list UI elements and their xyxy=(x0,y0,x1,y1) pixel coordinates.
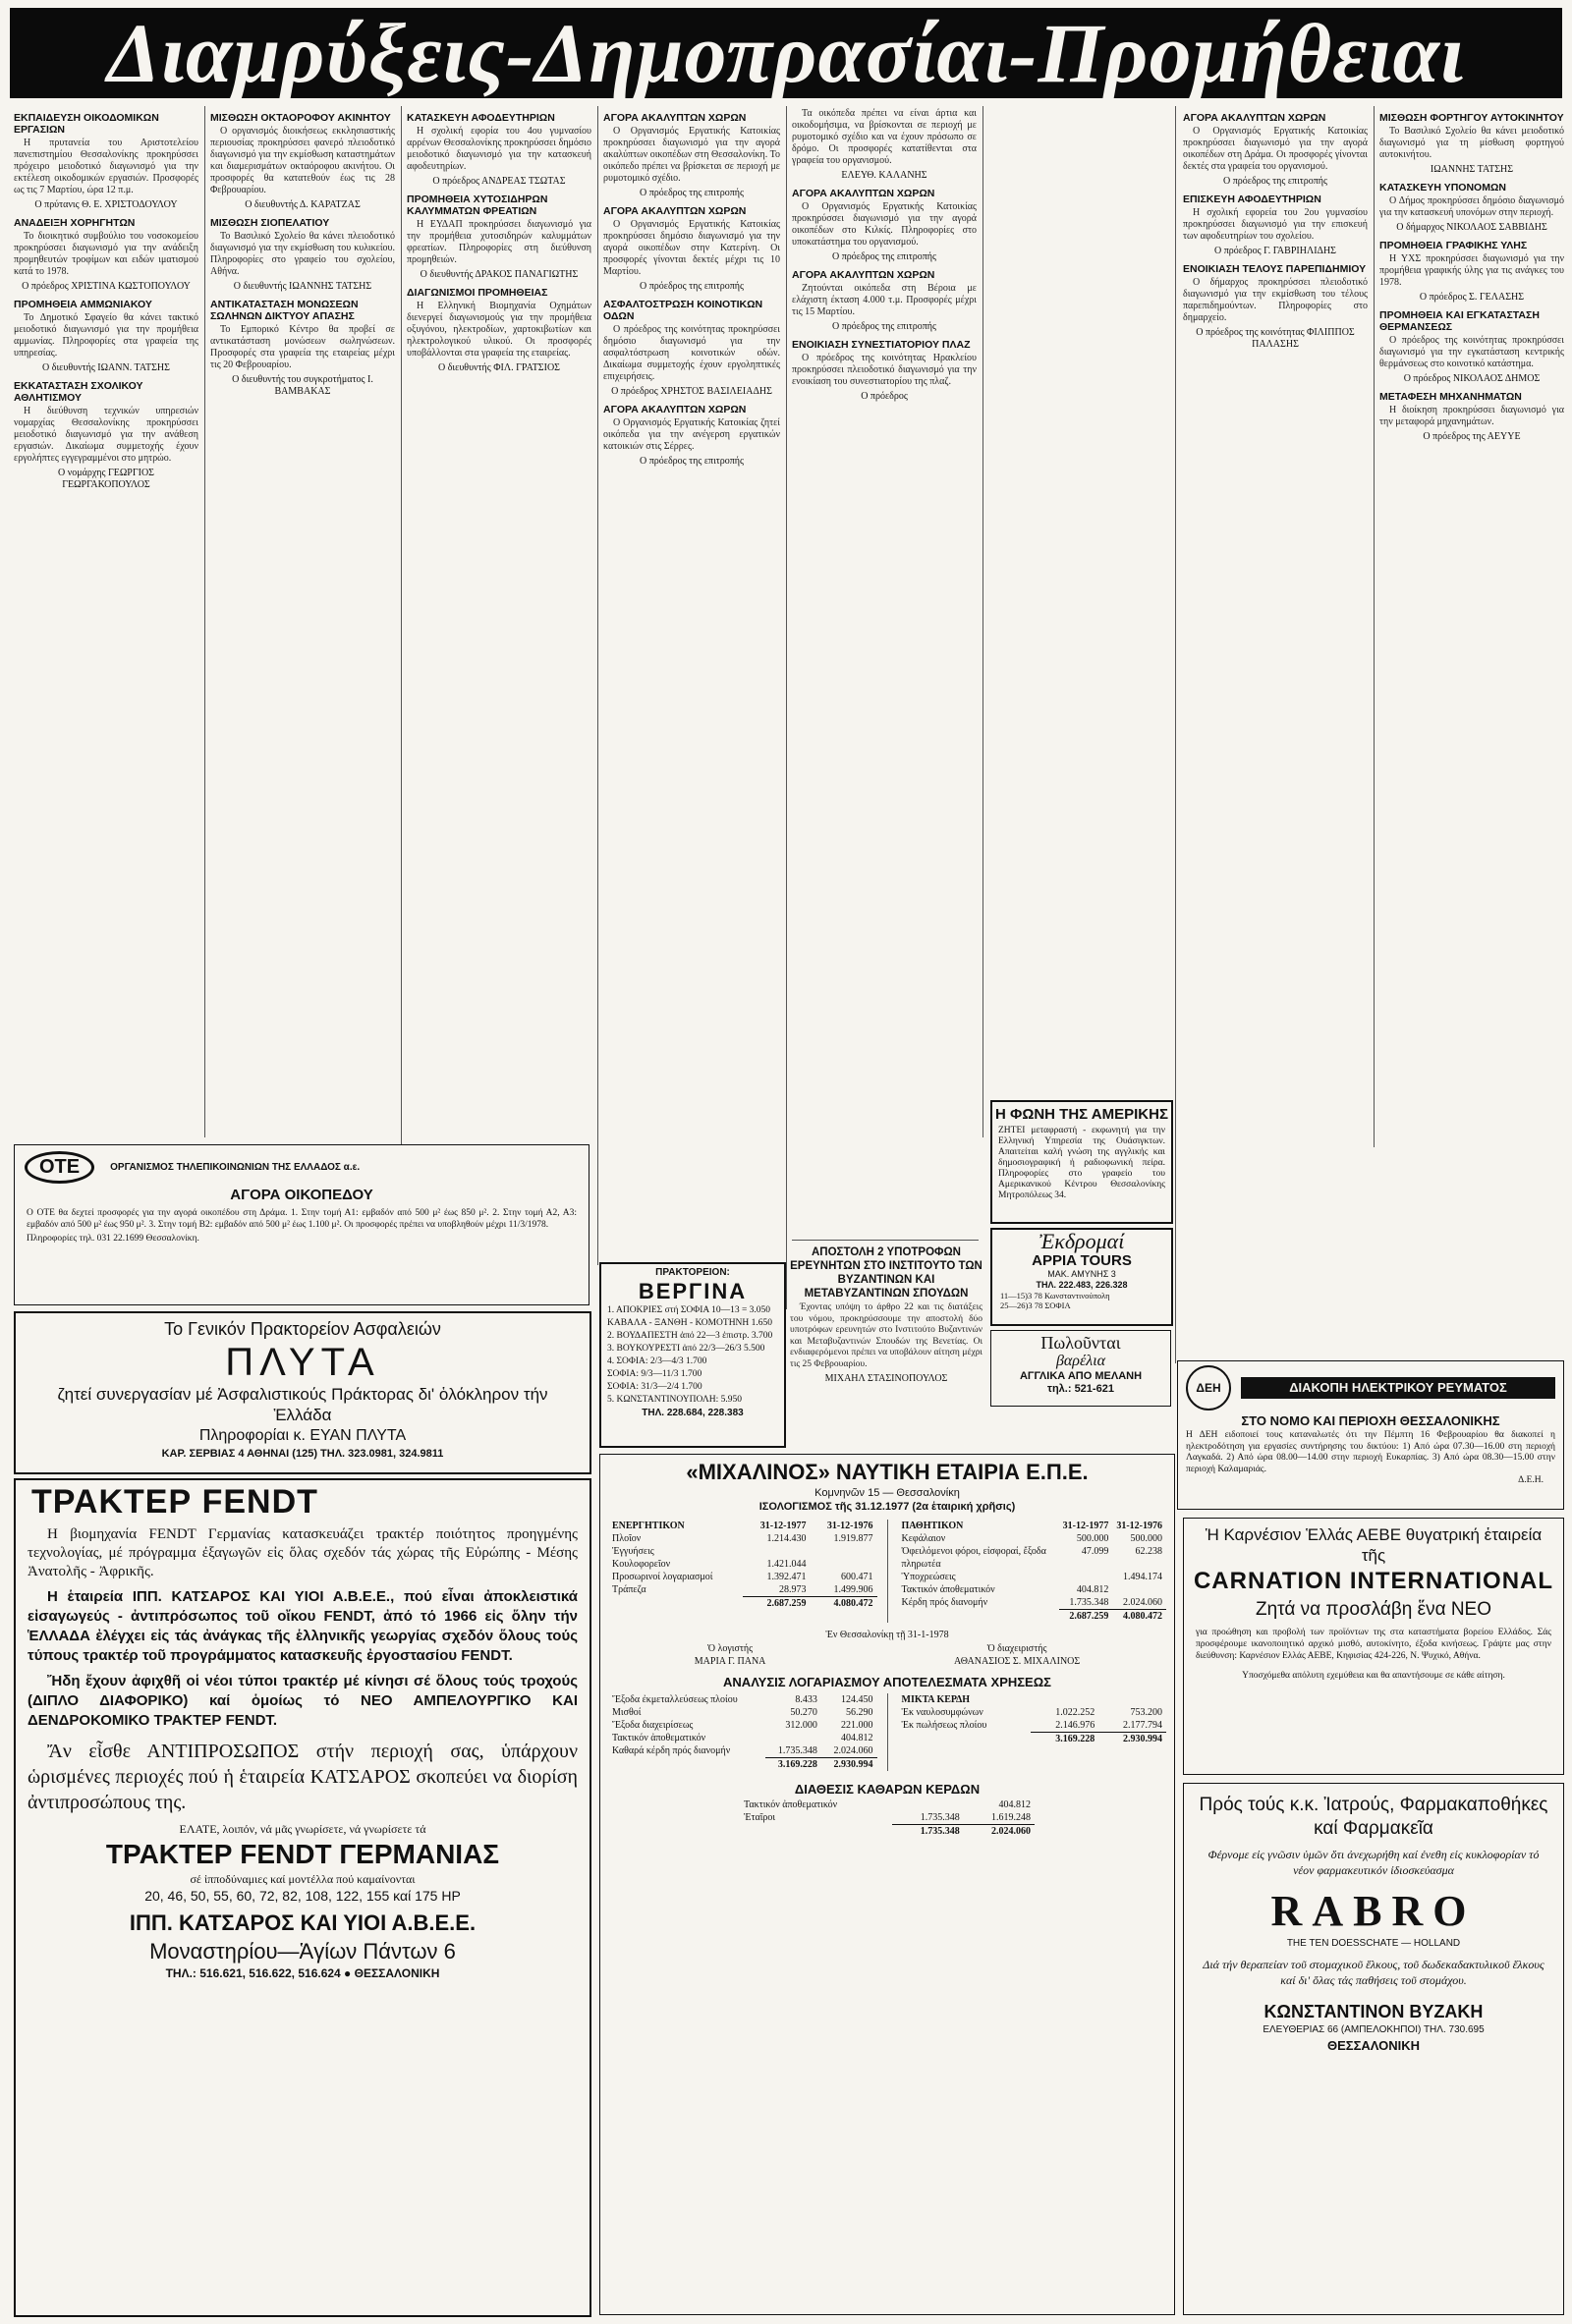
carnation-line: Ἡ Καρνέσιον Ἑλλάς ΑΕΒΕ θυγατρική ἑταιρεία τῆς xyxy=(1205,1525,1543,1565)
table-row: Τακτικόν ἀποθεματικόν 404.812 xyxy=(612,1733,873,1743)
notice-body: Η διοίκηση προκηρύσσει διαγωνισμό για την μεταφορά μηχανημάτων. xyxy=(1379,405,1564,427)
section-rule xyxy=(792,1240,979,1241)
notice-signature: Ο πρόεδρος ΧΡΗΣΤΟΣ ΒΑΣΙΛΕΙΑΔΗΣ xyxy=(611,386,772,397)
notice-heading: ΜΙΣΘΩΣΗ ΦΟΡΤΗΓΟΥ ΑΥΤΟΚΙΝΗΤΟΥ xyxy=(1379,112,1564,124)
signature-name: ΜΑΡΙΑ Γ. ΠΑΝΑ xyxy=(694,1656,766,1667)
notice-signature: Ο πρόεδρος Σ. ΓΕΛΑΣΗΣ xyxy=(1419,292,1525,303)
distribution-title: ΔΙΑΘΕΣΙΣ ΚΑΘΑΡΩΝ ΚΕΡΔΩΝ xyxy=(794,1782,981,1797)
dei-logo: ΔΕΗ xyxy=(1186,1365,1231,1411)
fendt-phone: ΤΗΛ.: 516.621, 516.622, 516.624 ● ΘΕΣΣΑΛΟΝΙΚΗ xyxy=(165,1966,440,1980)
ote-org-name: ΟΡΓΑΝΙΣΜΟΣ ΤΗΛΕΠΙΚΟΙΝΩΝΙΩΝ ΤΗΣ ΕΛΛΑΔΟΣ α.ε. xyxy=(110,1162,361,1173)
notice-signature: Ο διευθυντής ΔΡΑΚΟΣ ΠΑΝΑΓΙΩΤΗΣ xyxy=(420,269,579,280)
notice-body: Ο Οργανισμός Εργατικής Κατοικίας ζητεί οικόπεδα για την ανέγερση εργατικών κατοικιών στις Σέρρες. xyxy=(603,417,780,452)
results-columns xyxy=(600,1691,1174,1771)
scholarship-signature: ΜΙΧΑΗΛ ΣΤΑΣΙΝΟΠΟΥΛΟΣ xyxy=(824,1373,948,1384)
notice-heading: ΠΡΟΜΗΘΕΙΑ ΧΥΤΟΣΙΔΗΡΩΝ ΚΑΛΥΜΜΑΤΩΝ ΦΡΕΑΤΙΩΝ xyxy=(407,194,548,217)
assets-heading: ΕΝΕΡΓΗΤΙΚΟΝ xyxy=(612,1521,685,1531)
column-1 xyxy=(14,108,198,1134)
notice-signature: Ο νομάρχης ΓΕΩΡΓΙΟΣ ΓΕΩΡΓΑΚΟΠΟΥΛΟΣ xyxy=(58,468,154,490)
balance-address: Κομνηνῶν 15 — Θεσσαλονίκη xyxy=(814,1487,960,1499)
notice-body: Ο δήμαρχος προκηρύσσει πλειοδοτικό διαγωνισμό για την εκμίσθωση του τέλους παρεπιδημούντων. Πληροφορίες στο δημαρχείο. xyxy=(1183,277,1368,323)
signature-name: ΑΘΑΝΑΣΙΟΣ Σ. ΜΙΧΑΛΙΝΟΣ xyxy=(953,1656,1081,1667)
vergina-item: ΚΑΒΑΛΑ - ΞΑΝΘΗ - ΚΟΜΟΤΗΝΗ 1.650 xyxy=(607,1318,773,1328)
scholarship-title: ΑΠΟΣΤΟΛΗ 2 ΥΠΟΤΡΟΦΩΝ ΕΡΕΥΝΗΤΩΝ ΣΤΟ ΙΝΣΤΙΤΟΥΤΟ ΤΩΝ ΒΥΖΑΝΤΙΝΩΝ ΚΑΙ ΜΕΤΑΒΥΖΑΝΤΙΝΩΝ ΣΠΟΥΔΩΝ xyxy=(790,1246,982,1300)
notice-body: Τα οικόπεδα πρέπει να είναι άρτια και οικοδομήσιμα, να βρίσκονται σε περιοχή με ρυμοτομικό σχέδιο και να έχουν πρόσωπο σε δρόμο. Οι προσφορές κατατίθενται στα γραφεία του οργανισμού. xyxy=(792,108,977,166)
balance-signatures xyxy=(600,1642,1174,1668)
notice-signature: Ο πρόεδρος Γ. ΓΑΒΡΙΗΛΙΔΗΣ xyxy=(1214,246,1336,256)
fendt-brand: ΤΡΑΚΤΕΡ FENDT ΓΕΡΜΑΝΙΑΣ xyxy=(105,1839,500,1869)
masthead-title: Διαμρύξεις-Δημοπρασίαι-Προμήθειαι xyxy=(107,6,1465,100)
notice-body: Ζητούνται οικόπεδα στη Βέροια με ελάχιστη έκταση 4.000 τ.μ. Προσφορές μέχρι τις 15 Μαρτίου. xyxy=(792,283,977,317)
dei-signature: Δ.Ε.Η. xyxy=(1518,1475,1544,1485)
fendt-company: ΙΠΠ. ΚΑΤΣΑΡΟΣ ΚΑΙ ΥΙΟΙ Α.Β.Ε.Ε. xyxy=(129,1910,477,1935)
notice-signature: Ο πρόεδρος της επιτροπής xyxy=(639,281,744,292)
notice-signature: Ο πρόεδρος xyxy=(861,391,908,402)
table-row: Προσωρινοί λογαριασμοί 1.392.471 600.471 xyxy=(612,1572,873,1582)
fendt-ad xyxy=(14,1478,591,2317)
notice-heading: ΑΓΟΡΑ ΑΚΑΛΥΠΤΩΝ ΧΩΡΩΝ xyxy=(792,188,935,199)
carnation-ad xyxy=(1183,1518,1564,1775)
column-rule xyxy=(786,106,787,1309)
ad-title: Ἐκδρομαί xyxy=(1039,1229,1125,1253)
ad-line: ΑΓΓΛΙΚΑ ΑΠΟ ΜΕΛΑΝΗ xyxy=(1019,1370,1143,1382)
ad-phone: τηλ.: 521-621 xyxy=(1047,1383,1114,1395)
table-row: Κέρδη πρός διανομήν 1.735.348 2.024.060 xyxy=(901,1597,1162,1608)
masthead xyxy=(10,8,1562,98)
notice-signature: Ο διευθυντής ΙΩΑΝΝΗΣ ΤΑΤΣΗΣ xyxy=(233,281,372,292)
table-row: Τακτικόν ἀποθεματικόν 404.812 xyxy=(744,1799,1031,1810)
vergina-ad xyxy=(599,1262,786,1448)
notice-body: Ο οργανισμός διοικήσεως εκκλησιαστικής περιουσίας προκηρύσσει φανερό πλειοδοτικό διαγωνισμό για την εκμίσθωση καταστημάτων και διαμερισμάτων οκταόροφου ακινήτου. Οι προσφορές θα κατατεθούν έως τις 28 Φεβρουαρίου. xyxy=(210,126,395,195)
notice-body: Το Βασιλικό Σχολείο θα κάνει πλειοδοτικό διαγωνισμό για την εκμίσθωση του κυλικείου. Πληροφορίες στο γραφείο του σχολείου, Αθήνα. xyxy=(210,231,395,277)
column-rule xyxy=(401,106,402,1167)
ad-phone: ΤΗΛ. 222.483, 226.328 xyxy=(1036,1280,1128,1290)
notice-heading: ΑΝΤΙΚΑΤΑΣΤΑΣΗ ΜΟΝΩΣΕΩΝ ΣΩΛΗΝΩΝ ΔΙΚΤΥΟΥ ΑΠΑΣΗΣ xyxy=(210,299,359,322)
notice-signature: Ο πρόεδρος ΑΝΔΡΕΑΣ ΤΣΩΤΑΣ xyxy=(432,176,566,187)
col-header: 31-12-1976 xyxy=(1116,1521,1162,1531)
ote-heading: ΑΓΟΡΑ ΟΙΚΟΠΕΔΟΥ xyxy=(230,1187,373,1203)
rabro-line: Πρός τούς κ.κ. Ἰατρούς, Φαρμακαποθήκες καί Φαρμακεῖα xyxy=(1199,1795,1548,1839)
expenses-section xyxy=(608,1693,877,1771)
notice-signature: Ο διευθυντής Δ. ΚΑΡΑΤΖΑΣ xyxy=(245,199,361,210)
notice-signature: Ο πρόεδρος της επιτροπής xyxy=(831,251,936,262)
table-total: 3.169.228 2.930.994 xyxy=(608,1758,877,1772)
table-row: Ἐγγυήσεις xyxy=(612,1546,654,1557)
vergina-list xyxy=(601,1304,784,1407)
notice-body: Η ΥΧΣ προκηρύσσει διαγωνισμό για την προμήθεια γραφικής ύλης για τις ανάγκες του 1978. xyxy=(1379,253,1564,288)
column-rule xyxy=(204,106,205,1137)
results-title: ΑΝΑΛΥΣΙΣ ΛΟΓΑΡΙΑΣΜΟΥ ΑΠΟΤΕΛΕΣΜΑΤΑ ΧΡΗΣΕΩΣ xyxy=(723,1675,1051,1689)
signature-role: Ὁ διαχειριστής xyxy=(986,1643,1047,1654)
fendt-paragraph: Η βιομηχανία FENDT Γερμανίας κατασκευάζει τρακτέρ ποιότητος προηγμένης τεχνολογίας, μέ πρόγραμμα ἐξαγωγῶν εἰς ὅλας σχεδόν τάς χώρας τῆς Εὐρώπης - Μέσης Ἀνατολῆς - Ἀφρικῆς. xyxy=(28,1526,578,1579)
dei-title: ΔΙΑΚΟΠΗ ΗΛΕΚΤΡΙΚΟΥ ΡΕΥΜΑΤΟΣ xyxy=(1241,1377,1555,1399)
balance-place-date: Ἐν Θεσσαλονίκῃ τῇ 31-1-1978 xyxy=(825,1630,949,1640)
balance-title: «ΜΙΧΑΛΙΝΟΣ» ΝΑΥΤΙΚΗ ΕΤΑΙΡΙΑ Ε.Π.Ε. xyxy=(686,1460,1089,1484)
vergina-item: 2. ΒΟΥΔΑΠΕΣΤΗ ἀπό 22—3 ἐπιστρ. 3.700 xyxy=(607,1331,773,1341)
income-heading: ΜΙΚΤΑ ΚΕΡΔΗ xyxy=(901,1694,971,1705)
table-row: Καθαρά κέρδη πρός διανομήν 1.735.348 2.024.060 xyxy=(612,1745,873,1756)
ad-brand: APPIA TOURS xyxy=(1032,1252,1132,1269)
table-row: Κεφάλαιον 500.000 500.000 xyxy=(901,1533,1162,1544)
appia-tours-ad xyxy=(990,1228,1173,1326)
notice-body: Η ΕΥΔΑΠ προκηρύσσει διαγωνισμό για την προμήθεια χυτοσιδηρών καλυμμάτων φρεατίων. Πληροφορίες στη διεύθυνση προμηθειών. xyxy=(407,219,591,265)
notice-heading: ΑΓΟΡΑ ΑΚΑΛΥΠΤΩΝ ΧΩΡΩΝ xyxy=(603,404,747,415)
table-row: Ἐκ πωλήσεως πλοίου 2.146.976 2.177.794 xyxy=(901,1720,1162,1731)
fendt-address: Μοναστηρίου—Ἁγίων Πάντων 6 xyxy=(149,1939,456,1964)
notice-heading: ΔΙΑΓΩΝΙΣΜΟΙ ΠΡΟΜΗΘΕΙΑΣ xyxy=(407,287,548,299)
notice-heading: ΠΡΟΜΗΘΕΙΑ ΑΜΜΩΝΙΑΚΟΥ xyxy=(14,299,152,310)
notice-signature: Ο διευθυντής του συγκροτήματος Ι. ΒΑΜΒΑΚΑΣ xyxy=(232,374,373,397)
tour-item: 11—15)3 78 Κωνσταντινούπολη xyxy=(1000,1291,1110,1300)
table-row: Μισθοί 50.270 56.290 xyxy=(612,1707,873,1718)
dei-notice xyxy=(1177,1360,1564,1510)
liabilities-section xyxy=(898,1520,1167,1623)
fendt-paragraph: Ἄν εἶσθε ΑΝΤΙΠΡΟΣΩΠΟΣ στήν περιοχή σας, ὑπάρχουν ὡρισμένες περιοχές πού ἡ ἑταιρεία ΚΑΤΣΑΡΟΣ σκοπεύει να διορίση ἀντιπροσώπους της. xyxy=(28,1741,578,1813)
notice-body: Η Ελληνική Βιομηχανία Οχημάτων διενεργεί διαγωνισμούς για την προμήθεια οξυγόνου, ηλεκτροδίων, χαρτοκιβωτίων και ηλεκτρολογικού υλικού. Οι προσφορές υποβάλλονται στα γραφεία της εταιρείας. xyxy=(407,301,591,359)
notice-body: Ο Οργανισμός Εργατικής Κατοικίας προκηρύσσει διαγωνισμό για την αγορά οικοπέδων στο Κιλκίς. Πληροφορίες στο υποκατάστημα του οργανισμού. xyxy=(792,201,977,248)
notice-heading: ΑΣΦΑΛΤΟΣΤΡΩΣΗ ΚΟΙΝΟΤΙΚΩΝ ΟΔΩΝ xyxy=(603,299,763,322)
notice-body: Ο Δήμος προκηρύσσει δημόσιο διαγωνισμό για την κατασκευή υπονόμων στην περιοχή. xyxy=(1379,195,1564,218)
table-row: Ὑποχρεώσεις 1.494.174 xyxy=(901,1572,1162,1582)
vergina-item: ΣΟΦΙΑ: 9/3—11/3 1.700 xyxy=(607,1369,702,1379)
fendt-paragraph: Η ἑταιρεία ΙΠΠ. ΚΑΤΣΑΡΟΣ ΚΑΙ ΥΙΟΙ Α.Β.Ε.Ε., πού εἶναι ἀποκλειστικά εἰσαγωγεύς - ἀντιπρόσωπος τοῦ οἴκου FENDT, ἀπό τό 1966 εἰς ὅλην τήν ἙΛΛΑΔΑ ἐλέγχει εἰς τάς ἀνάγκας τῆς ἑλληνικῆς γεωργίας σχεδόν ὅλους τούς τύπους τρακτέρ τοῦ προγράμματος κατασκευῆς ἐργοστασίου FENDT. xyxy=(28,1588,578,1664)
fendt-line: ΕΛΑΤΕ, λοιπόν, νά μᾶς γνωρίσετε, νά γνωρίσετε τά xyxy=(179,1822,426,1836)
notice-heading: ΜΙΣΘΩΣΗ ΟΚΤΑΟΡΟΦΟΥ ΑΚΙΝΗΤΟΥ xyxy=(210,112,391,124)
notice-body: Η σχολική εφορεία του 2ου γυμνασίου προκηρύσσει διαγωνισμό για την επισκευή των αφοδευτηρίων του σχολείου. xyxy=(1183,207,1368,242)
column-8 xyxy=(1379,108,1564,1139)
plyta-line: Το Γενικόν Πρακτορείον Ασφαλειών xyxy=(164,1319,441,1339)
table-row: Κουλοφορεῖον 1.421.044 xyxy=(612,1559,807,1570)
notice-heading: ΑΓΟΡΑ ΑΚΑΛΥΠΤΩΝ ΧΩΡΩΝ xyxy=(603,112,747,124)
notice-body: Ο Οργανισμός Εργατικής Κατοικίας προκηρύσσει διαγωνισμό για την αγορά οικοπέδων στη Δράμα. Οι προσφορές γίνονται δεκτές στα γραφεία του οργανισμού. xyxy=(1183,126,1368,172)
column-rule xyxy=(597,106,598,1265)
ad-line: Πωλοῦνται xyxy=(1040,1333,1121,1353)
table-total: 1.735.348 2.024.060 xyxy=(740,1825,1035,1839)
column-rule xyxy=(887,1693,888,1771)
notice-body: Ο πρόεδρος της κοινότητας Ηρακλείου προκηρύσσει πλειοδοτικό διαγωνισμό για την ενοικίαση του συνεστιατορίου της πλαζ. xyxy=(792,353,977,387)
rabro-address: ΕΛΕΥΘΕΡΙΑΣ 66 (ΑΜΠΕΛΟΚΗΠΟΙ) ΤΗΛ. 730.695 xyxy=(1263,2024,1485,2035)
notice-signature: Ο πρόεδρος της επιτροπής xyxy=(639,456,744,467)
plyta-body: ζητεί συνεργασίαν μέ Ἀσφαλιστικούς Πράκτορας δι' ὁλόκληρον τήν Ἑλλάδα xyxy=(57,1385,548,1424)
vergina-name: ΒΕΡΓΙΝΑ xyxy=(638,1279,748,1303)
ad-address: ΜΑΚ. ΑΜΥΝΗΣ 3 xyxy=(1047,1269,1116,1279)
notice-signature: Ο πρόεδρος ΧΡΙΣΤΙΝΑ ΚΩΣΤΟΠΟΥΛΟΥ xyxy=(22,281,191,292)
vergina-item: 3. ΒΟΥΚΟΥΡΕΣΤΙ ἀπό 22/3—26/3 5.500 xyxy=(607,1344,765,1354)
notice-signature: Ο δήμαρχος ΝΙΚΟΛΑΟΣ ΣΑΒΒΙΔΗΣ xyxy=(1396,222,1547,233)
table-row: Τράπεζα 28.973 1.499.906 xyxy=(612,1584,873,1595)
table-row: Ἔξοδα ἐκμεταλλεύσεως πλοίου 8.433 124.450 xyxy=(612,1694,873,1705)
vergina-header: ΠΡΑΚΤΟΡΕΙΟΝ: xyxy=(655,1267,730,1278)
ote-logo: ΟΤΕ xyxy=(25,1151,94,1184)
notice-signature: Ο πρόεδρος της επιτροπής xyxy=(639,188,744,198)
notice-heading: ΕΝΟΙΚΙΑΣΗ ΣΥΝΕΣΤΙΑΤΟΡΙΟΥ ΠΛΑΖ xyxy=(792,339,971,351)
rabro-body: Φέρνομε εἰς γνῶσιν ὑμῶν ὅτι ἀνεχωρήθη καί ἐνεθη εἰς κυκλοφορίαν τό νέον φαρμακευτικόν ἰδιοσκεύασμα xyxy=(1207,1848,1540,1877)
notice-heading: ΕΝΟΙΚΙΑΣΗ ΤΕΛΟΥΣ ΠΑΡΕΠΙΔΗΜΙΟΥ xyxy=(1183,263,1367,275)
signature-role: Ὁ λογιστής xyxy=(707,1643,754,1654)
notice-heading: ΕΚΠΑΙΔΕΥΣΗ ΟΙΚΟΔΟΜΙΚΩΝ ΕΡΓΑΣΙΩΝ xyxy=(14,112,159,136)
table-row: Ἐκ ναυλοσυμφώνων 1.022.252 753.200 xyxy=(901,1707,1162,1718)
liabilities-heading: ΠΑΘΗΤΙΚΟΝ xyxy=(901,1521,964,1531)
column-7 xyxy=(1183,108,1368,1139)
notice-body: Η σχολική εφορία του 4ου γυμνασίου αρρένων Θεσσαλονίκης προκηρύσσει δημόσιο μειοδοτικό διαγωνισμό για την κατασκευή αφοδευτηρίων. xyxy=(407,126,591,172)
notice-heading: ΕΠΙΣΚΕΥΗ ΑΦΟΔΕΥΤΗΡΙΩΝ xyxy=(1183,194,1321,205)
col-header: 31-12-1977 xyxy=(1062,1521,1109,1531)
column-rule xyxy=(887,1520,888,1623)
notice-body: Το Δημοτικό Σφαγείο θα κάνει τακτικό μειοδοτικό διαγωνισμό για την προμήθεια αμμωνίας. Πληροφορίες στα γραφεία της υπηρεσίας. xyxy=(14,312,198,359)
notice-body: Το Βασιλικό Σχολείο θα κάνει μειοδοτικό διαγωνισμό για τη μίσθωση φορτηγού αυτοκινήτου. xyxy=(1379,126,1564,160)
column-2 xyxy=(210,108,395,1134)
ote-body: Ο ΟΤΕ θα δεχτεί προσφορές για την αγορά οικοπέδου στη Δράμα. 1. Στην τομή Α1: εμβαδόν από 500 μ² έως 850 μ². 2. Στην τομή Α2, Α3: εμβαδόν από 500 μ² έως 950 μ². 3. Στην τομή Β2: εμβαδόν από 500 μ² έως 1.100 μ². Οι προσφορές πρέπει να υποβληθούν μέχρι 11/3/1978. xyxy=(27,1208,577,1230)
dei-body: Η ΔΕΗ ειδοποιεί τους καταναλωτές ότι την Πέμπτη 16 Φεβρουαρίου θα διακοπεί η ηλεκτροδότηση για εργασίες συντήρησης του δικτύου: 1) Από ώρα 07.30—16.00 στη περιοχή Λαγκαδά. 2) Από ώρα 08.00—14.00 στην περιοχή Ευκαρπίας. 3) Από ώρα 08.30—15.00 στην περιοχή Καλαμαριάς. xyxy=(1186,1430,1555,1474)
ad-line: βαρέλια xyxy=(1055,1353,1106,1369)
carnation-brand: CARNATION INTERNATIONAL xyxy=(1193,1568,1554,1594)
notice-signature: Ο πρόεδρος ΝΙΚΟΛΑΟΣ ΔΗΜΟΣ xyxy=(1403,373,1541,384)
rabro-use: Διά τήν θεραπείαν τοῦ στομαχικοῦ ἕλκους, τοῦ δωδεκαδακτυλικοῦ ἕλκους καί δι' ὅλας τάς παθήσεις τοῦ στομάχου. xyxy=(1203,1958,1544,1987)
plyta-name: ΠΛΥΤΑ xyxy=(225,1341,380,1384)
notice-heading: ΑΓΟΡΑ ΑΚΑΛΥΠΤΩΝ ΧΩΡΩΝ xyxy=(603,205,747,217)
col-header: 31-12-1976 xyxy=(826,1521,873,1531)
balance-subtitle: ΙΣΟΛΟΓΙΣΜΟΣ τῆς 31.12.1977 (2α ἑταιρική χρῆσις) xyxy=(758,1501,1016,1513)
notice-signature: Ο πρόεδρος της επιτροπής xyxy=(831,321,936,332)
notice-signature: ΙΩΑΝΝΗΣ ΤΑΤΣΗΣ xyxy=(1430,164,1514,175)
tour-item: 25—26)3 78 ΣΟΦΙΑ xyxy=(1000,1300,1071,1310)
barrels-ad xyxy=(990,1330,1171,1407)
notice-body: Η πρυτανεία του Αριστοτελείου πανεπιστημίου Θεσσαλονίκης προκηρύσσει πρόχειρο μειοδοτικό διαγωνισμό για την εκτέλεση οικοδομικών εργασιών. Προσφορές ως τις 7 Μαρτίου, ώρα 12 π.μ. xyxy=(14,138,198,195)
notice-heading: ΑΝΑΔΕΙΞΗ ΧΟΡΗΓΗΤΩΝ xyxy=(14,217,136,229)
notice-body: Ο Οργανισμός Εργατικής Κατοικίας προκηρύσσει δημόσιο διαγωνισμό για την αγορά οικοπέδων στην Κατερίνη. Οι προσφορές γίνονται δεκτές μέχρι τις 10 Μαρτίου. xyxy=(603,219,780,277)
notice-heading: ΜΙΣΘΩΣΗ ΣΙΟΠΕΛΑΤΙΟΥ xyxy=(210,217,330,229)
column-rule xyxy=(982,106,983,1137)
rabro-rep: ΚΩΝΣΤΑΝΤΙΝΟΝ ΒΥΖΑΚΗ xyxy=(1263,2002,1484,2021)
column-rule xyxy=(1374,106,1375,1147)
table-row: Ὀφειλόμενοι φόροι, εἰσφοραί, ἔξοδα πληρωτέα 47.099 62.238 xyxy=(901,1546,1162,1570)
vergina-item: 1. ΑΠΟΚΡΙΕΣ στή ΣΟΦΙΑ 10—13 = 3.050 xyxy=(607,1305,771,1315)
table-row: Ἑταῖροι 1.735.348 1.619.248 xyxy=(744,1812,1031,1823)
fendt-hp-list: 20, 46, 50, 55, 60, 72, 82, 108, 122, 155 καί 175 HP xyxy=(144,1888,461,1904)
ad-title: Η ΦΩΝΗ ΤΗΣ ΑΜΕΡΙΚΗΣ xyxy=(995,1106,1168,1123)
notice-body: Ο πρόεδρος της κοινότητας προκηρύσσει δημόσιο διαγωνισμό για την ασφαλτόστρωση κοινοτικών οδών. Δικαίωμα συμμετοχής έχουν εργοληπτικές επιχειρήσεις. xyxy=(603,324,780,382)
ote-footer: Πληροφορίες τηλ. 031 22.1699 Θεσσαλονίκη. xyxy=(27,1234,199,1244)
carnation-footer: Υποσχόμεθα απόλυτη εχεμύθεια και θα απαντήσουμε σε κάθε αίτηση. xyxy=(1242,1671,1505,1681)
table-row: Πλοῖον 1.214.430 1.919.877 xyxy=(612,1533,873,1544)
notice-heading: ΚΑΤΑΣΚΕΥΗ ΥΠΟΝΟΜΩΝ xyxy=(1379,182,1506,194)
column-rule xyxy=(1175,106,1176,1363)
col-header: 31-12-1977 xyxy=(759,1521,807,1531)
notice-body: Ο Οργανισμός Εργατικής Κατοικίας προκηρύσσει διαγωνισμό για την αγορά ακαλύπτων οικοπέδων στη Θεσσαλονίκη. Το οικόπεδο πρέπει να βρίσκεται σε περιοχή με ρυμοτομικό σχέδιο. xyxy=(603,126,780,184)
vergina-phone: ΤΗΛ. 228.684, 228.383 xyxy=(642,1408,744,1418)
rabro-city: ΘΕΣΣΑΛΟΝΙΚΗ xyxy=(1327,2038,1420,2053)
notice-signature: Ο διευθυντής ΦΙΛ. ΓΡΑΤΣΙΟΣ xyxy=(438,362,560,373)
rabro-maker: THE TEN DOESSCHATE — HOLLAND xyxy=(1286,1938,1461,1949)
scholarship-notice xyxy=(790,1242,982,1448)
table-total: 2.687.259 4.080.472 xyxy=(608,1597,877,1611)
notice-body: Η διεύθυνση τεχνικών υπηρεσιών νομαρχίας Θεσσαλονίκης προκηρύσσει μειοδοτικό διαγωνισμό για την ανάθεση εργασιών. Δικαίωμα συμμετοχής έχουν εργολήπτες εγγεγραμμένοι στο μητρώο. xyxy=(14,406,198,464)
table-row: Ἔξοδα διαχειρίσεως 312.000 221.000 xyxy=(612,1720,873,1731)
notice-heading: ΚΑΤΑΣΚΕΥΗ ΑΦΟΔΕΥΤΗΡΙΩΝ xyxy=(407,112,555,124)
rabro-ad xyxy=(1183,1783,1564,2315)
notice-body: Ο πρόεδρος της κοινότητας προκηρύσσει διαγωνισμό για την εγκατάσταση κεντρικής θερμάνσεως στο κοινοτικό κατάστημα. xyxy=(1379,335,1564,369)
column-5 xyxy=(792,108,977,1090)
fendt-title: ΤΡΑΚΤΕΡ FENDT xyxy=(31,1483,318,1521)
notice-heading: ΑΓΟΡΑ ΑΚΑΛΥΠΤΩΝ ΧΩΡΩΝ xyxy=(1183,112,1326,124)
table-row: Τακτικόν ἀποθεματικόν 404.812 xyxy=(901,1584,1109,1595)
dei-subtitle: ΣΤΟ ΝΟΜΟ ΚΑΙ ΠΕΡΙΟΧΗ ΘΕΣΣΑΛΟΝΙΚΗΣ xyxy=(1241,1413,1500,1428)
notice-signature: Ο διευθυντής ΙΩΑΝΝ. ΤΑΤΣΗΣ xyxy=(42,362,170,373)
income-section xyxy=(898,1693,1167,1771)
carnation-headline: Ζητά να προσλάβη ἕνα ΝΕΟ xyxy=(1255,1599,1492,1620)
michalinos-balance-sheet xyxy=(599,1454,1175,2315)
table-total: 2.687.259 4.080.472 xyxy=(898,1610,1167,1624)
notice-heading: ΠΡΟΜΗΘΕΙΑ ΚΑΙ ΕΓΚΑΤΑΣΤΑΣΗ ΘΕΡΜΑΝΣΕΩΣ xyxy=(1379,309,1540,333)
notice-signature: Ο πρόεδρος της επιτροπής xyxy=(1222,176,1327,187)
vergina-item: 5. ΚΩΝΣΤΑΝΤΙΝΟΥΠΟΛΗ: 5.950 xyxy=(607,1395,743,1405)
notice-signature: Ο πρύτανις Θ. Ε. ΧΡΙΣΤΟΔΟΥΛΟΥ xyxy=(34,199,178,210)
plyta-ad xyxy=(14,1311,591,1474)
notice-signature: ΕΛΕΥΘ. ΚΑΛΑΝΗΣ xyxy=(841,170,927,181)
plyta-contact: Πληροφορίαι κ. ΕΥΑΝ ΠΛΥΤΑ xyxy=(198,1427,407,1444)
rabro-brand: RABRO xyxy=(1270,1887,1477,1935)
distribution-section xyxy=(740,1798,1035,1838)
vergina-item: 4. ΣΟΦΙΑ: 2/3—4/3 1.700 xyxy=(607,1356,707,1366)
assets-section xyxy=(608,1520,877,1623)
notice-signature: Ο πρόεδρος της κοινότητας ΦΙΛΙΠΠΟΣ ΠΑΛΑΣΗΣ xyxy=(1196,327,1355,350)
table-total: 3.169.228 2.930.994 xyxy=(898,1733,1167,1746)
notice-heading: ΕΚΚΑΤΑΣΤΑΣΗ ΣΧΟΛΙΚΟΥ ΑΘΛΗΤΙΣΜΟΥ xyxy=(14,380,143,404)
voice-of-america-ad xyxy=(990,1100,1173,1224)
notice-body: Το διοικητικό συμβούλιο του νοσοκομείου προκηρύσσει διαγωνισμό για την ανάδειξη προμηθευτών τροφίμων και ειδών ιματισμού κατά το 1978. xyxy=(14,231,198,277)
notice-body: Το Εμπορικό Κέντρο θα προβεί σε αντικατάσταση μονώσεων σωληνώσεων. Προσφορές στα γραφεία της εταιρείας μέχρι τις 20 Φεβρουαρίου. xyxy=(210,324,395,370)
notice-signature: Ο πρόεδρος της ΑΕΥΥΕ xyxy=(1423,431,1521,442)
ote-notice xyxy=(14,1144,590,1305)
carnation-body: για προώθηση και προβολή των προϊόντων της στα καταστήματα βορείου Ελλάδος. Σάς προσφέρουμε ικανοποιητικό αρχικό μισθό, αυτοκίνητο, έξοδα κινήσεως. Γράψτε μας στην διεύθυνση: Καρνέσιον Ελλάς ΑΕΒΕ, Κηφισίας 424-226, Ν. Ψυχικό, Αθήνα. xyxy=(1196,1628,1551,1661)
vergina-item: ΣΟΦΙΑ: 31/3—2/4 1.700 xyxy=(607,1382,702,1392)
column-4 xyxy=(603,108,780,1267)
fendt-paragraph: Ἤδη ἔχουν ἀφιχθῆ οἱ νέοι τύποι τρακτέρ μέ κίνησι σέ ὅλους τούς τροχούς (ΔΙΠΛΟ ΔΙΑΦΟΡΙΚΟ) καί ὁμοίως τό ΝΕΟ ΑΜΠΕΛΟΥΡΓΙΚΟ ΚΑΙ ΔΕΝΔΡΟΚΟΜΙΚΟ ΤΡΑΚΤΕΡ FENDT. xyxy=(28,1673,578,1729)
ad-body: ΖΗΤΕΙ μεταφραστή - εκφωνητή για την Ελληνική Υπηρεσία της Ουάσιγκτων. Απαιτείται καλή γνώση της αγγλικής και δημοσιογραφική ή ραδιοφωνική πείρα. Πληροφορίες στο γραφείο του Αμερικανικού Κέντρου Θεσσαλονίκης Μητροπόλεως 34. xyxy=(998,1126,1165,1200)
notice-heading: ΑΓΟΡΑ ΑΚΑΛΥΠΤΩΝ ΧΩΡΩΝ xyxy=(792,269,935,281)
plyta-address: ΚΑΡ. ΣΕΡΒΙΑΣ 4 ΑΘΗΝΑΙ (125) ΤΗΛ. 323.0981, 324.9811 xyxy=(161,1448,444,1460)
notice-heading: ΜΕΤΑΦΕΣΗ ΜΗΧΑΝΗΜΑΤΩΝ xyxy=(1379,391,1522,403)
column-3 xyxy=(407,108,591,1169)
notice-heading: ΠΡΟΜΗΘΕΙΑ ΓΡΑΦΙΚΗΣ ΥΛΗΣ xyxy=(1379,240,1528,251)
balance-columns xyxy=(600,1514,1174,1623)
fendt-line: σέ ἱπποδύναμιες καί μοντέλλα πού καμαίνονται xyxy=(190,1872,416,1886)
scholarship-body: Έχοντας υπόψη το άρθρο 22 και τις διατάξεις του νόμου, προκηρύσσουμε την αποστολή δύο υποτρόφων ερευνητών στο Ινστιτούτο Βυζαντινών και Μεταβυζαντινών Σπουδών της Βενετίας. Οι ενδιαφερόμενοι πρέπει να υποβάλουν αίτηση μέχρι τις 25 Φεβρουαρίου. xyxy=(790,1302,982,1369)
